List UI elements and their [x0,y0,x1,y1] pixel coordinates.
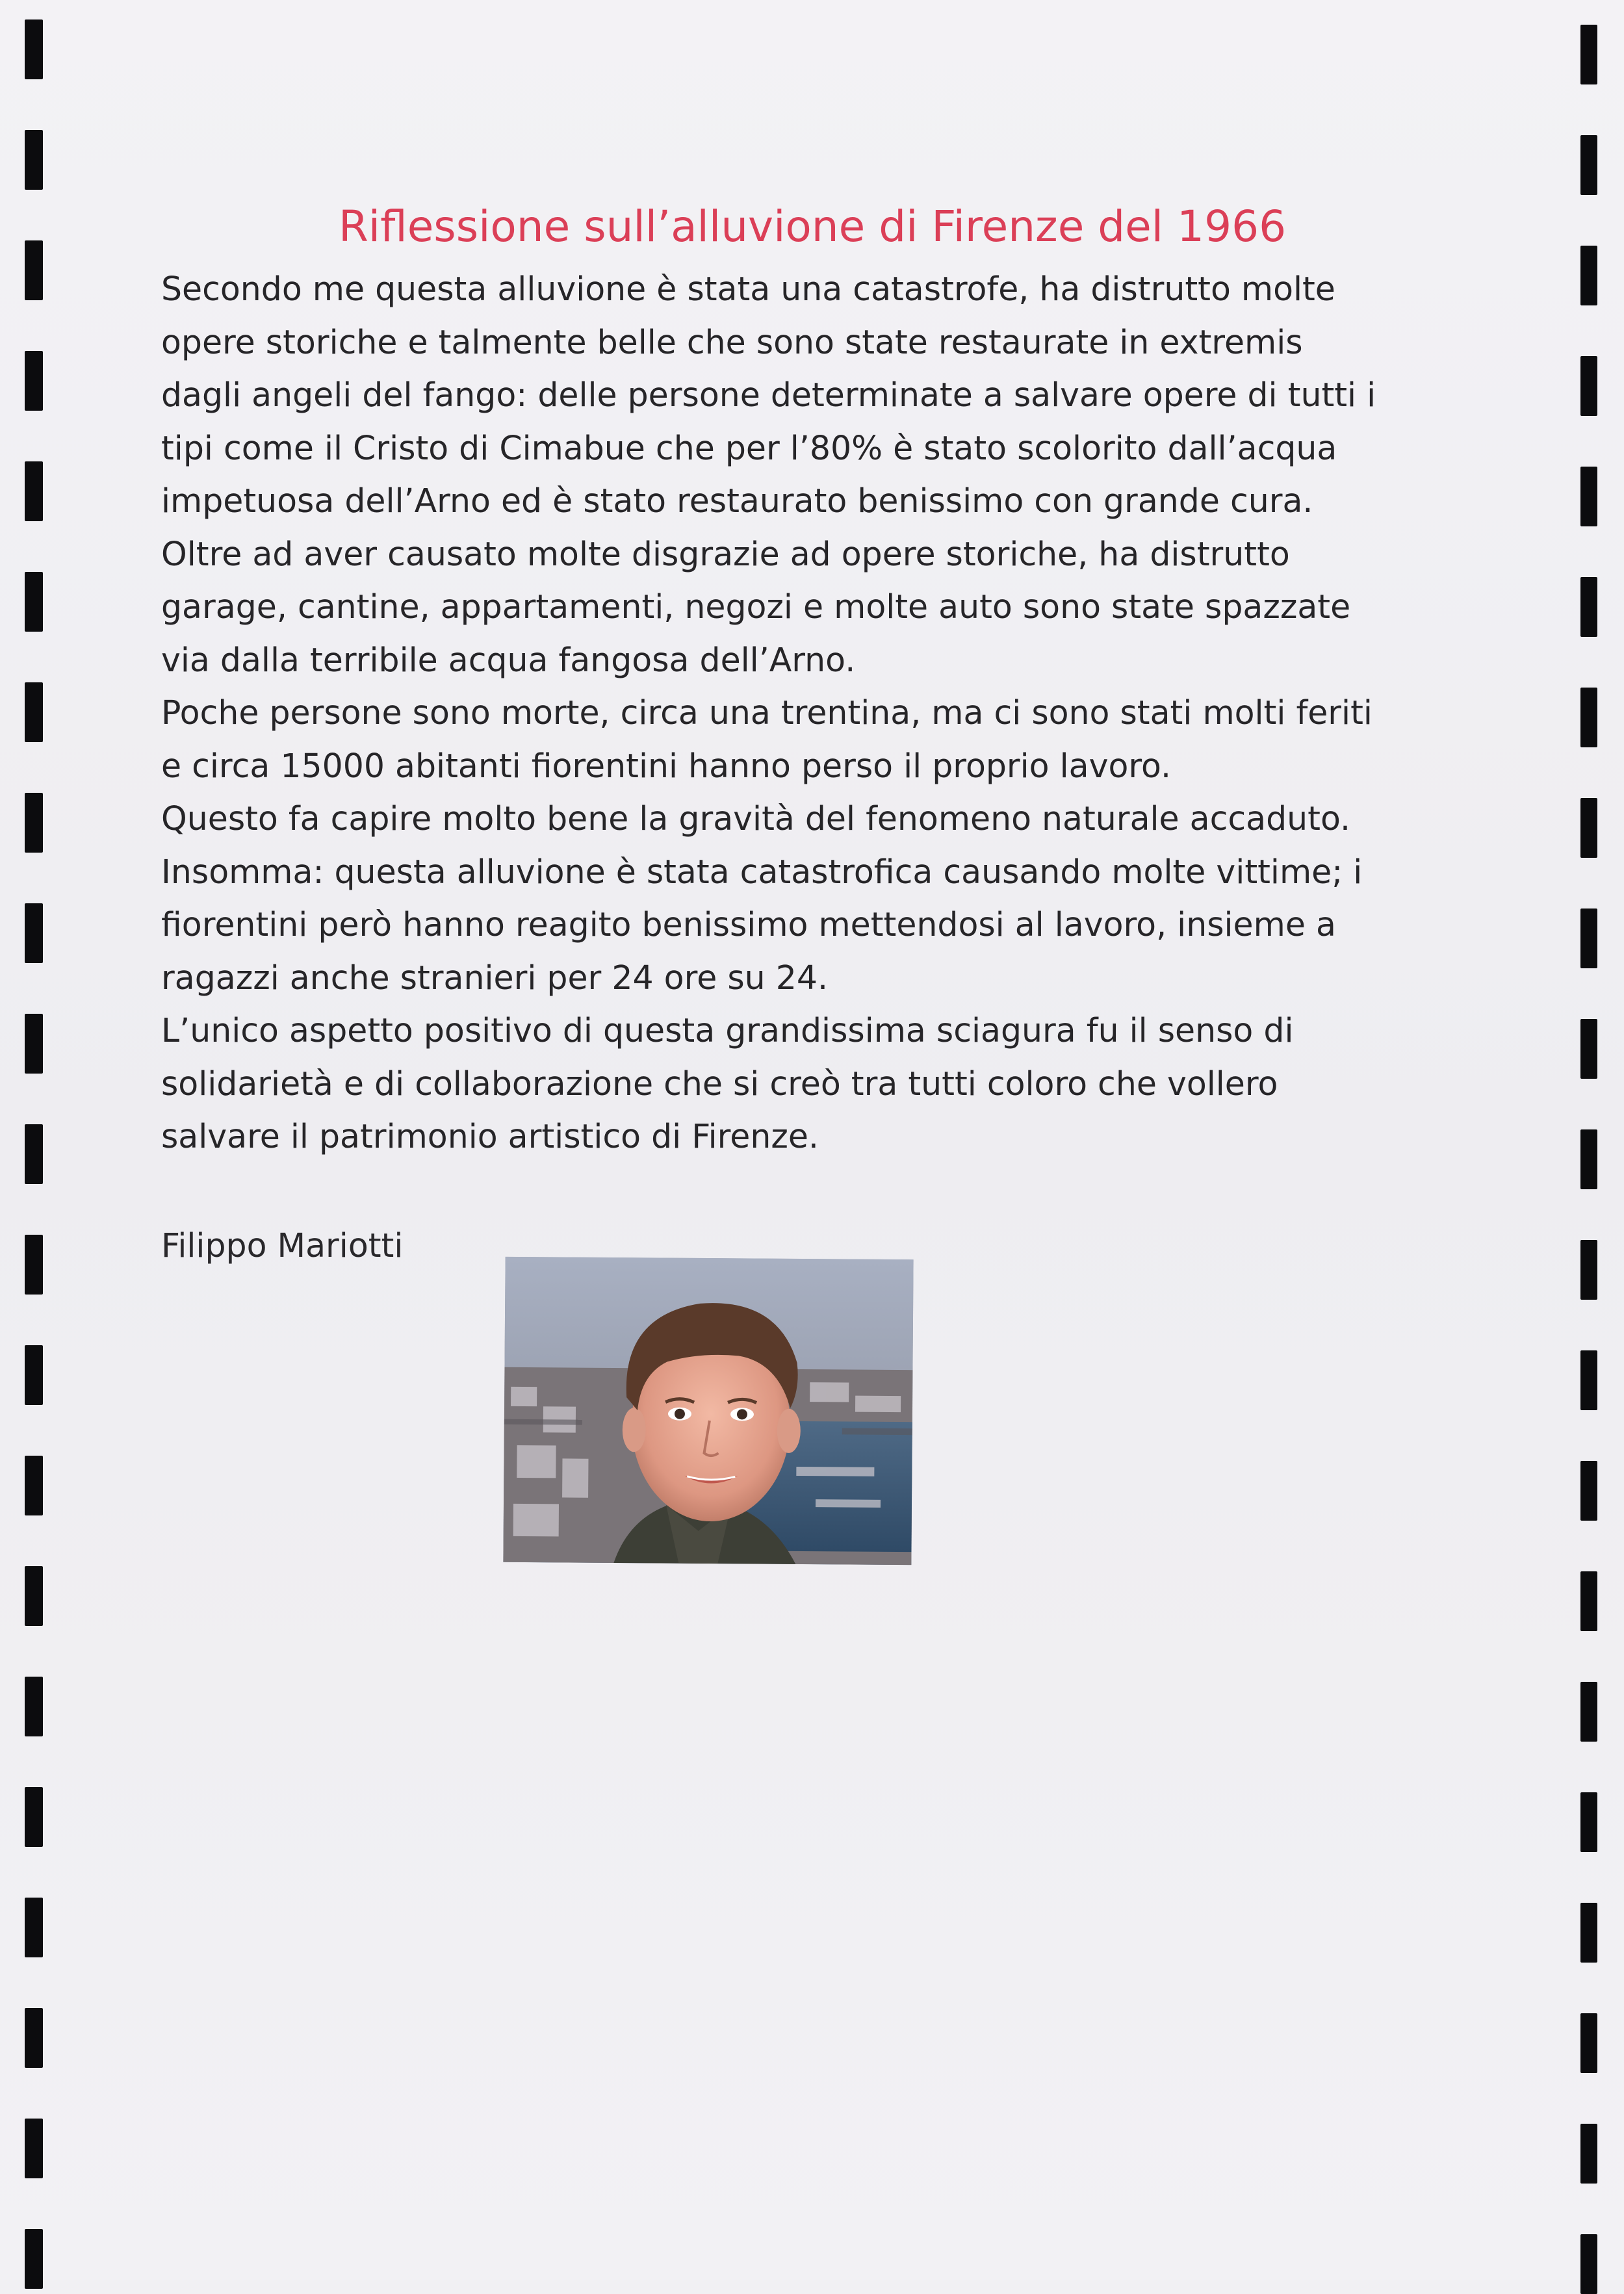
perforation-hole [25,19,43,79]
perforation-hole [1580,246,1597,305]
essay-line: ragazzi anche stranieri per 24 ore su 24. [161,958,829,997]
perforation-hole [25,2119,43,2178]
author-signature: Filippo Mariotti [161,1226,404,1265]
perforation-hole [1580,2234,1597,2294]
perforation-hole [1580,467,1597,526]
document-title: Riflessione sull’alluvione di Firenze del 1966 [338,201,1287,251]
perforation-hole [1580,798,1597,858]
essay-line: garage, cantine, appartamenti, negozi e molte auto sono state spazzate [161,587,1351,626]
perforation-hole [25,351,43,411]
perforation-hole [25,1456,43,1515]
perforation-hole [1580,1682,1597,1742]
essay-line: L’unico aspetto positivo di questa grandissima sciagura fu il senso di [161,1011,1294,1050]
perforation-hole [1580,1792,1597,1852]
essay-line: Poche persone sono morte, circa una trentina, ma ci sono stati molti feriti [161,693,1373,732]
perforation-hole [1580,1571,1597,1631]
essay-line: opere storiche e talmente belle che sono state restaurate in extremis [161,322,1303,361]
essay-line: e circa 15000 abitanti fiorentini hanno perso il proprio lavoro. [161,746,1172,785]
perforation-hole [1580,2124,1597,2184]
essay-line: Secondo me questa alluvione è stata una catastrofe, ha distrutto molte [161,270,1335,308]
perforation-hole [25,2008,43,2068]
perforation-hole [25,1124,43,1184]
perforation-hole [25,1898,43,1957]
essay-line: tipi come il Cristo di Cimabue che per l’80% è stato scolorito dall’acqua [161,428,1337,467]
perforation-hole [1580,688,1597,747]
essay-line: fiorentini però hanno reagito benissimo mettendosi al lavoro, insieme a [161,905,1336,944]
perforation-hole [1580,1129,1597,1189]
essay-line: solidarietà e di collaborazione che si creò tra tutti coloro che vollero [161,1064,1278,1103]
perforation-hole [25,682,43,742]
perforation-hole [1580,25,1597,84]
perforation-hole [1580,356,1597,416]
perforation-hole [1580,1019,1597,1079]
perforation-hole [25,1787,43,1847]
perforation-hole [25,240,43,300]
perforation-hole [25,793,43,853]
perforation-hole [1580,1903,1597,1963]
perforation-hole [1580,1240,1597,1300]
perforation-hole [1580,909,1597,968]
perforation-hole [25,1345,43,1405]
perforation-hole [25,1677,43,1736]
perforation-hole [1580,135,1597,195]
portrait-illustration [503,1257,913,1565]
perforation-hole [25,461,43,521]
essay-line: impetuosa dell’Arno ed è stato restaurato benissimo con grande cura. [161,482,1313,520]
perforation-hole [1580,2013,1597,2073]
perforation-hole [25,1566,43,1626]
perforation-hole [1580,1350,1597,1410]
essay-line: Questo fa capire molto bene la gravità del fenomeno naturale accaduto. [161,799,1351,838]
author-portrait-photo [503,1257,913,1565]
left-perforation-strip [25,0,47,2280]
essay-line: Insomma: questa alluvione è stata catastrofica causando molte vittime; i [161,852,1363,891]
right-perforation-strip [1579,0,1601,2280]
perforation-hole [25,903,43,963]
perforation-hole [25,130,43,190]
perforation-hole [25,1014,43,1074]
perforation-hole [1580,577,1597,637]
essay-line: Oltre ad aver causato molte disgrazie ad opere storiche, ha distrutto [161,534,1290,573]
essay-line: dagli angeli del fango: delle persone determinate a salvare opere di tutti i [161,376,1376,414]
essay-body [161,263,1493,1163]
essay-line: salvare il patrimonio artistico di Firenze. [161,1117,819,1155]
perforation-hole [25,2229,43,2289]
perforation-hole [25,1235,43,1295]
essay-line: via dalla terribile acqua fangosa dell’Arno. [161,640,856,679]
perforation-hole [25,572,43,632]
perforation-hole [1580,1461,1597,1521]
